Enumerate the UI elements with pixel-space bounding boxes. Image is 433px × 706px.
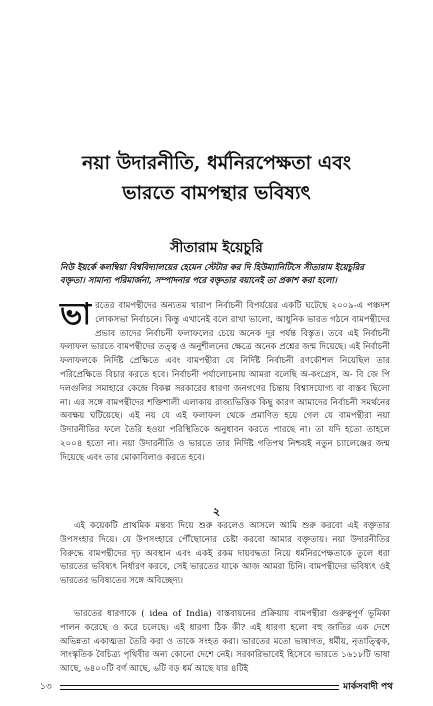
author-name: সীতারাম ইয়েচুরি — [170, 240, 263, 256]
paragraph-3: ভারতের ধারণাকে ( idea of India) বাস্তবায়নের প্রক্রিয়ায় বামপন্থীরা গুরুত্বপূর্ণ ভূমিকা পালন করেছে ও করে চলেছে। এই ধারণা ঠিক কী? এই ধারণা হলো বহু জাতির এক দেশে অভিন্নতা একাত্মতা তৈরি করা ও তাকে সংহত করা। ভারতের মতো ভাষাগত, ধর্মীয়, নৃতাত্ত্বিক, সাংস্কৃতিক বৈচিত্র্য পৃথিবীর অন্য কোনো দেশে নেই। সরকারিভাবেই হিসেবে ভারতে ১৬১৮টি ভাষা আছে, ৬৪০০টি বর্ণ আছে, ৬টি বড় ধর্ম আছে যার ৪টিই — [60, 609, 390, 675]
paragraph-1-text: রতের বামপন্থীদের অন্যতম খারাপ নির্বাচনী বিপর্যয়ের একটি ঘটেছে ২০০৯-এ পঞ্চদশ লোকসভা নির্বাচনে। কিন্তু এখানেই বলে রাখা ভালো, আধুনিক ভারত গঠনে বামপন্থীদের প্রভাব তাদের নির্বাচনী ফলাফলের চেয়ে অনেক দূর পর্যন্ত বিস্তৃত। তবে এই নির্বাচনী ফলাফল ভারতে বামপন্থীদের তত্ত্ব ও অনুশীলনের ক্ষেত্রে অনেক প্রশ্নের জন্ম দিয়েছে। এই নির্বাচনী ফলাফলকে নির্দিষ্ট প্রেক্ষিতে এবং বামপন্থীরা যে নির্দিষ্ট নির্বাচনী রণকৌশল নিয়েছিল তার পরিপ্রেক্ষিতে বিচার করতে হবে। নির্বাচনী পর্যালোচনায় আমরা বলেছি অ-কংগ্রেস, অ- বি জে পি দলগুলির সমাহারে কেন্দ্রে বিকল্প সরকারের ধারণা জনগণের চিন্তায় বিশ্বাসযোগ্য বা বাস্তব ছিলো না। এর সঙ্গে বামপন্থীদের শক্তিশালী এলাকায় রাজ্যভিত্তিক কিছু কারণ আমাদের নির্বাচনী সমর্থনের অবক্ষয় ঘটিয়েছে। এই নয় যে এই ফলাফল থেকে প্রমাণিত হয়ে গেল যে বামপন্থীরা নয়া উদারনীতির ফলে তৈরি হওয়া পরিস্থিতিকে অনুধাবন করতে পারছে না। তা যদি হতো তাহলে ২০০৪ হতো না। নয়া উদারনীতি ও ভারতে তার নির্দিষ্ট গতিপথ নিশ্চয়ই নতুন চ্যালেঞ্জের জন্ম দিয়েছে এবং তার মোকাবিলাও করতে হবে। — [60, 301, 390, 463]
editorial-note: নিউ ইয়র্কে কলম্বিয়া বিশ্ববিদ্যালয়ের হেমেন স্টেটার কর দি হিউম্যানিটিসে সীতারাম ইয়েচুরির বক্তৃতা। সামান্য পরিমার্জনা, সম্পাদনার পরে বক্তৃতার বয়ানেই তা প্রকাশ করা হলো। — [60, 263, 365, 286]
title-line-2: ভারতে বামপন্থার ভবিষ্যৎ — [122, 182, 311, 204]
paragraph-2: এই কয়েকটি প্রাথমিক মন্তব্য দিয়ে শুরু করলেও আসলে আমি শুরু করবো এই বক্তৃতার উপসংহার দিয়ে। যে উপসংহারে পৌঁছোনোর চেষ্টা করবো আমার বক্তৃতায়। নয়া উদারনীতির বিরুদ্ধে বামপন্থীদের দৃঢ় অবস্থান এবং একই রকম দায়বদ্ধতা নিয়ে ধর্মনিরপেক্ষতাকে তুলে ধরা ভারতের ভবিষ্যৎ নির্ধারণ করবে, সেই ভারতের যাকে আজ আমরা চিনি। বামপন্থীদের ভবিষ্যৎ ওই ভারতের ভবিষ্যতের সঙ্গে অবিচ্ছেদ্য। — [60, 521, 390, 587]
drop-cap: ভা — [60, 297, 92, 332]
journal-name: মার্কসবাদী পথ — [339, 679, 393, 694]
paragraph-1 — [60, 297, 390, 466]
article-title — [40, 148, 393, 208]
page-number: ১৩ — [40, 679, 56, 694]
section-number: ২ — [212, 505, 221, 518]
title-line-1: নয়া উদারনীতি, ধর্মনিরপেক্ষতা এবং — [81, 152, 352, 174]
